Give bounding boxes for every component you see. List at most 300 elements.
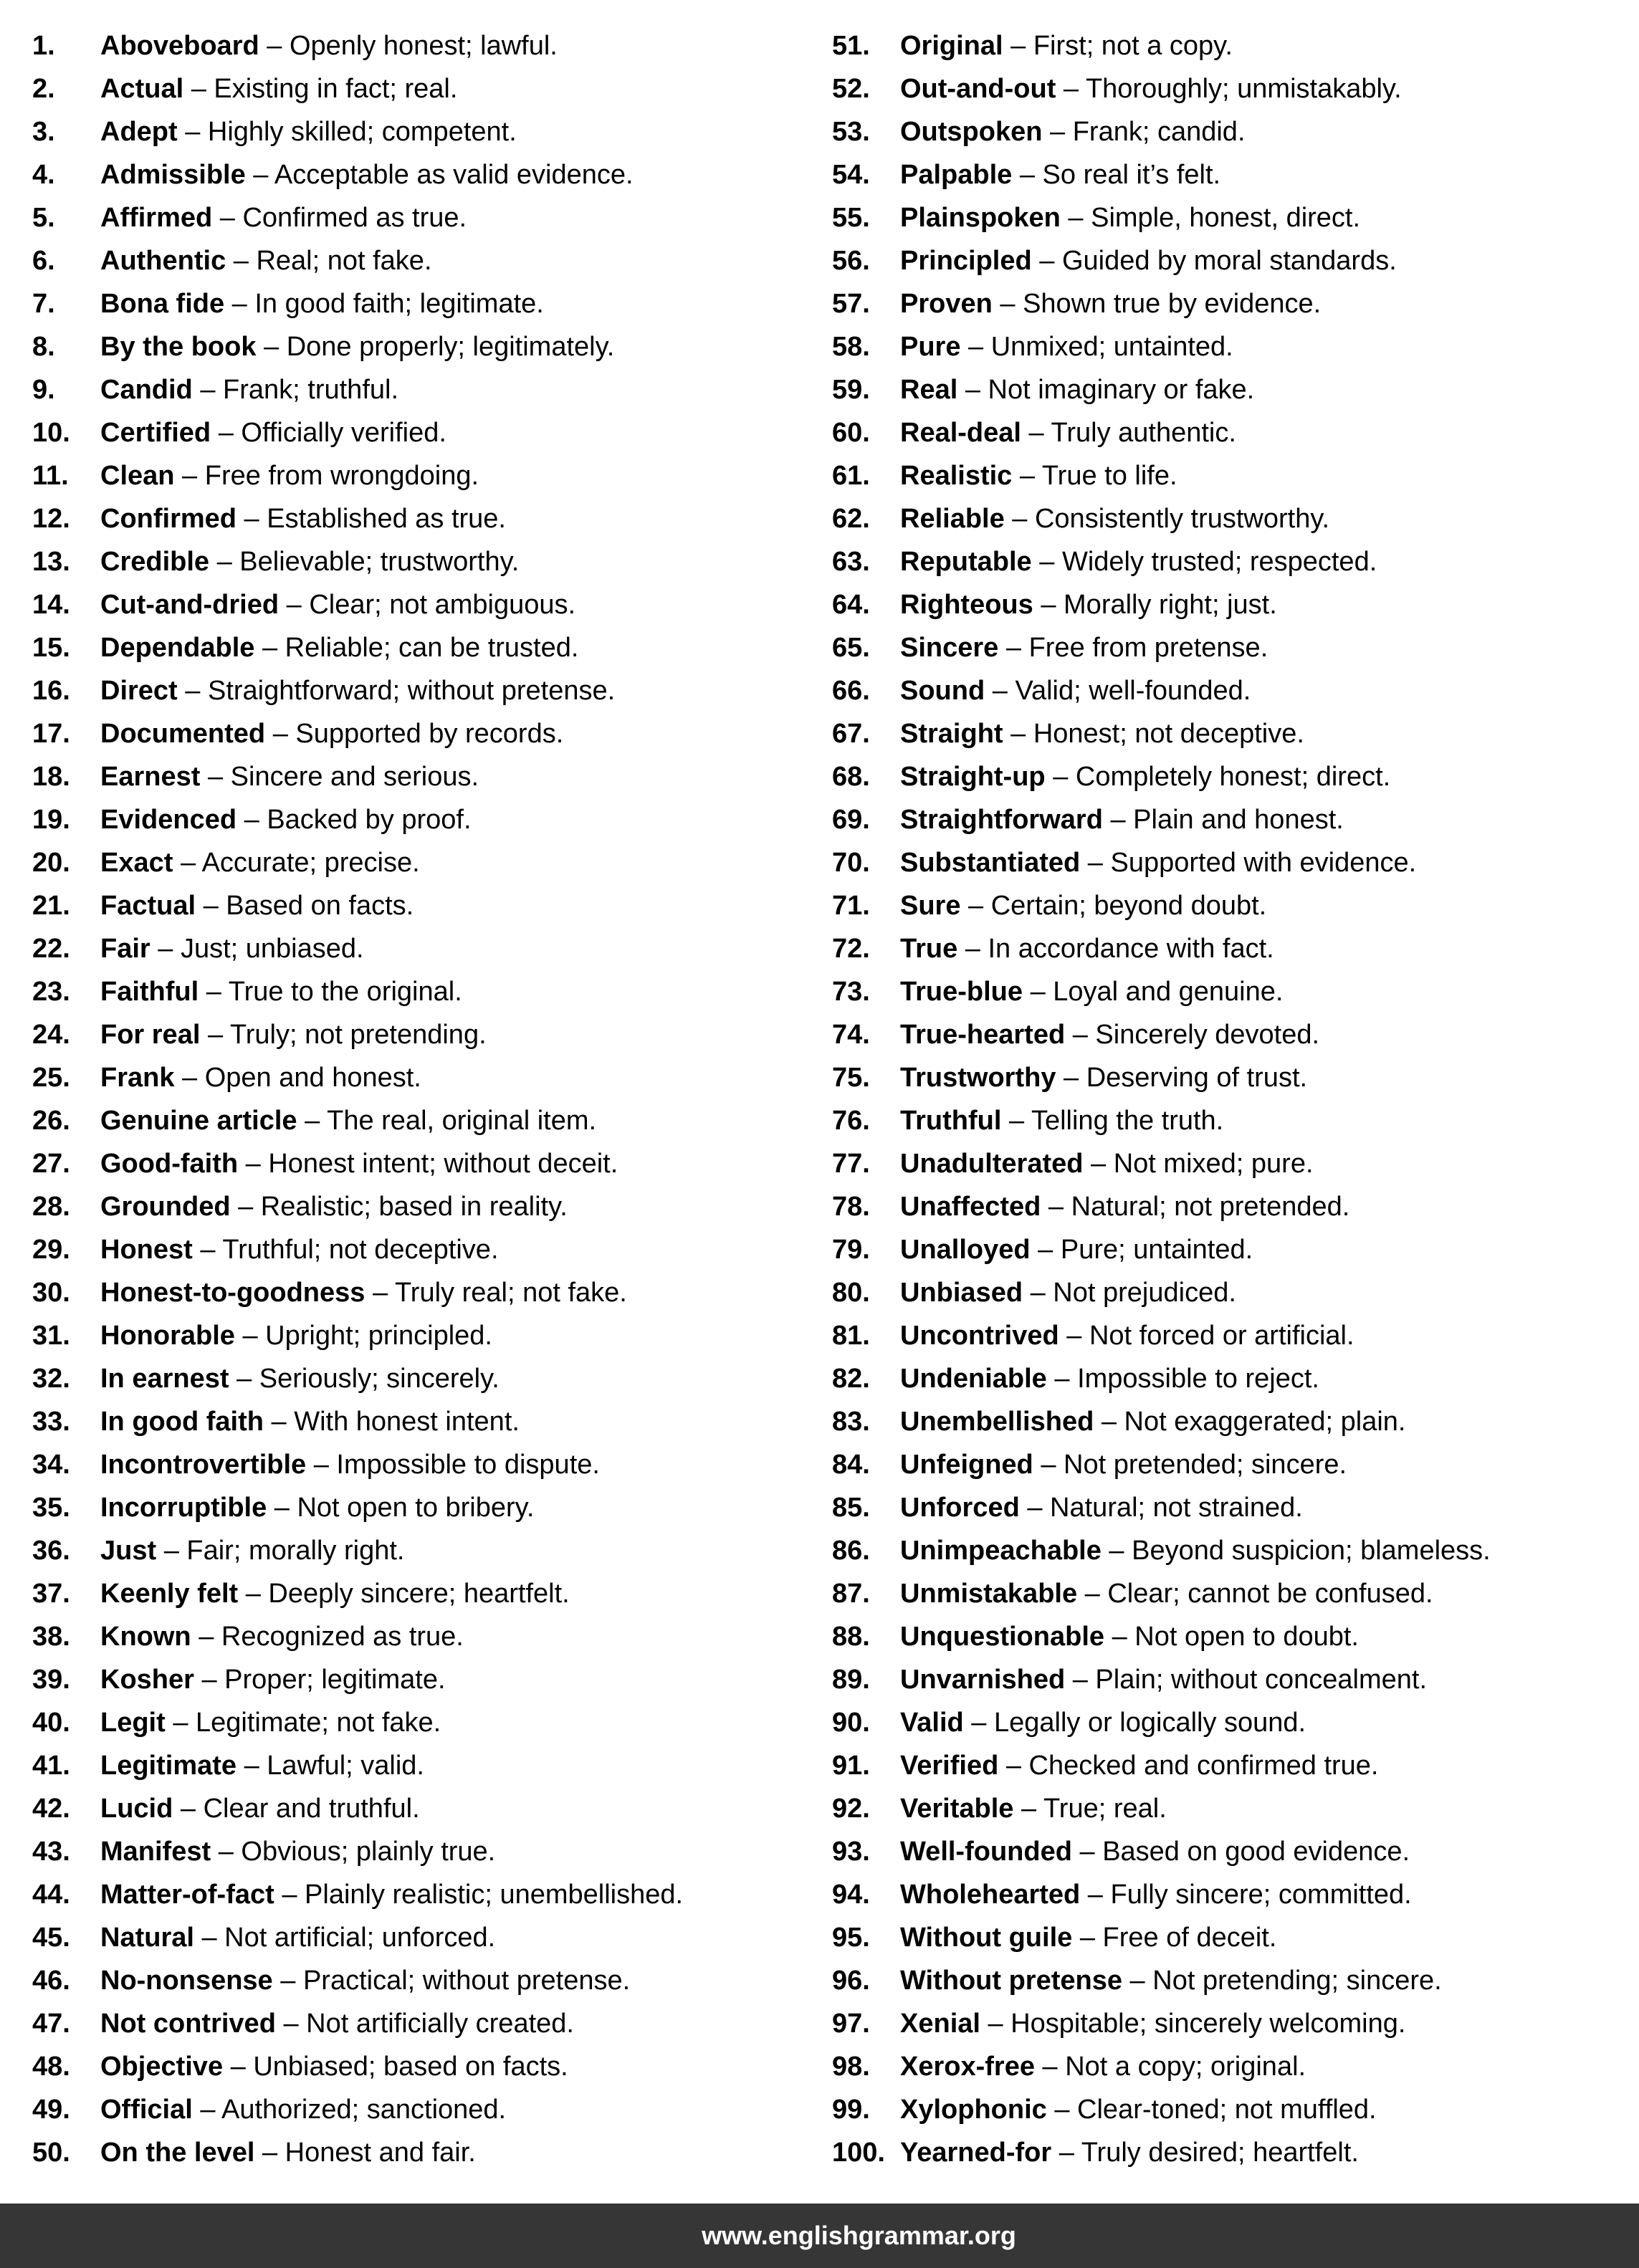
item-separator: – xyxy=(193,1665,225,1695)
item-term: In good faith xyxy=(100,1407,264,1437)
item-entry xyxy=(900,24,1233,67)
item-entry xyxy=(100,1787,420,1830)
item-term: Factual xyxy=(100,891,196,921)
item-definition: Natural; not strained. xyxy=(1050,1493,1303,1523)
item-definition: First; not a copy. xyxy=(1033,31,1233,61)
item-number: 84. xyxy=(832,1450,870,1480)
item-number: 48. xyxy=(32,2052,70,2082)
item-number: 64. xyxy=(832,590,870,620)
item-separator: – xyxy=(1094,1407,1124,1437)
item-number: 35. xyxy=(32,1493,70,1523)
item-separator: – xyxy=(192,1235,223,1265)
item-entry xyxy=(100,282,544,325)
item-entry xyxy=(100,1314,492,1357)
item-term: Xerox-free xyxy=(900,2052,1035,2082)
item-term: Unadulterated xyxy=(900,1149,1084,1179)
item-separator: – xyxy=(1042,117,1073,147)
item-number: 22. xyxy=(32,934,70,964)
item-term: Unfeigned xyxy=(900,1450,1033,1480)
item-number: 29. xyxy=(32,1235,70,1265)
item-term: Straightforward xyxy=(900,805,1103,835)
item-number: 77. xyxy=(832,1149,870,1179)
item-separator: – xyxy=(1065,1665,1096,1695)
item-number: 12. xyxy=(32,504,70,534)
item-definition: Morally right; just. xyxy=(1064,590,1277,620)
item-definition: Honest and fair. xyxy=(285,2138,476,2168)
item-definition: Reliable; can be trusted. xyxy=(285,633,579,663)
item-term: Honest-to-goodness xyxy=(100,1278,365,1308)
item-term: Natural xyxy=(100,1923,194,1953)
item-separator: – xyxy=(192,2095,221,2125)
item-entry xyxy=(900,1529,1491,1572)
item-number: 15. xyxy=(32,633,70,663)
item-number: 73. xyxy=(832,977,870,1007)
item-definition: Based on facts. xyxy=(226,891,414,921)
item-term: Unembellished xyxy=(900,1407,1094,1437)
item-number: 88. xyxy=(832,1622,870,1652)
item-term: Outspoken xyxy=(900,117,1043,147)
item-definition: Officially verified. xyxy=(241,418,446,448)
item-entry xyxy=(900,1787,1167,1830)
item-separator: – xyxy=(192,375,224,405)
item-number: 87. xyxy=(832,1579,870,1609)
item-number: 85. xyxy=(832,1493,870,1523)
item-separator: – xyxy=(960,891,991,921)
item-term: Good-faith xyxy=(100,1149,239,1179)
item-separator: – xyxy=(234,1321,266,1351)
item-separator: – xyxy=(1072,1923,1103,1953)
item-entry xyxy=(900,1099,1223,1142)
item-entry xyxy=(900,1314,1354,1357)
item-entry xyxy=(900,196,1360,239)
item-entry xyxy=(900,153,1220,196)
item-separator: – xyxy=(254,2138,285,2168)
item-term: Earnest xyxy=(100,762,201,792)
item-separator: – xyxy=(1033,1450,1064,1480)
item-number: 45. xyxy=(32,1923,70,1953)
item-separator: – xyxy=(263,1407,295,1437)
item-entry xyxy=(900,841,1416,884)
item-definition: Done properly; legitimately. xyxy=(286,332,615,362)
item-term: Manifest xyxy=(100,1837,211,1867)
item-definition: Proper; legitimate. xyxy=(224,1665,446,1695)
item-definition: Checked and confirmed true. xyxy=(1028,1751,1379,1781)
item-number: 6. xyxy=(32,246,55,276)
item-definition: Not mixed; pure. xyxy=(1113,1149,1314,1179)
item-entry xyxy=(100,1400,520,1443)
item-separator: – xyxy=(1023,977,1053,1007)
item-separator: – xyxy=(275,2009,307,2039)
item-number: 30. xyxy=(32,1278,70,1308)
item-term: Plainspoken xyxy=(900,203,1061,233)
item-definition: Unmixed; untainted. xyxy=(990,332,1233,362)
item-separator: – xyxy=(177,676,208,706)
item-term: Xylophonic xyxy=(900,2095,1047,2125)
item-entry xyxy=(900,1572,1433,1615)
item-term: Genuine article xyxy=(100,1106,297,1136)
item-number: 72. xyxy=(832,934,870,964)
footer-website-link[interactable]: www.englishgrammar.org xyxy=(702,2221,1016,2250)
item-number: 49. xyxy=(32,2095,70,2125)
item-entry xyxy=(900,1185,1349,1228)
item-definition: Unbiased; based on facts. xyxy=(253,2052,568,2082)
item-entry xyxy=(100,2131,476,2174)
item-number: 53. xyxy=(832,117,870,147)
item-term: Keenly felt xyxy=(100,1579,239,1609)
item-entry xyxy=(100,497,506,540)
item-definition: Fair; morally right. xyxy=(186,1536,405,1566)
item-entry xyxy=(100,755,479,798)
item-entry xyxy=(100,196,467,239)
item-entry xyxy=(100,1701,441,1744)
item-entry xyxy=(100,454,479,497)
item-separator: – xyxy=(212,203,243,233)
item-number: 44. xyxy=(32,1880,70,1910)
item-number: 79. xyxy=(832,1235,870,1265)
item-number: 78. xyxy=(832,1192,870,1222)
item-term: Reliable xyxy=(900,504,1005,534)
item-separator: – xyxy=(1041,1192,1071,1222)
item-definition: Not a copy; original. xyxy=(1065,2052,1306,2082)
item-definition: Established as true. xyxy=(267,504,506,534)
item-number: 25. xyxy=(32,1063,70,1093)
item-definition: Free from pretense. xyxy=(1028,633,1268,663)
item-term: Authentic xyxy=(100,246,226,276)
item-entry xyxy=(900,712,1304,755)
item-number: 5. xyxy=(32,203,55,233)
item-term: Principled xyxy=(900,246,1032,276)
item-separator: – xyxy=(1046,2095,1078,2125)
item-number: 31. xyxy=(32,1321,70,1351)
item-number: 11. xyxy=(32,461,69,491)
item-entry xyxy=(900,1658,1427,1701)
item-entry xyxy=(100,24,558,67)
item-entry xyxy=(100,1615,464,1658)
item-definition: Certain; beyond doubt. xyxy=(990,891,1267,921)
footer-bar xyxy=(0,2204,1639,2268)
item-term: Truthful xyxy=(900,1106,1002,1136)
item-definition: Sincerely devoted. xyxy=(1095,1020,1320,1050)
item-term: Confirmed xyxy=(100,504,236,534)
item-term: Well-founded xyxy=(900,1837,1072,1867)
item-definition: Not artificial; unforced. xyxy=(224,1923,496,1953)
item-term: Unvarnished xyxy=(900,1665,1066,1695)
item-term: Original xyxy=(900,31,1003,61)
item-entry xyxy=(900,970,1283,1013)
item-entry xyxy=(900,540,1377,583)
item-definition: Truthful; not deceptive. xyxy=(222,1235,499,1265)
item-number: 9. xyxy=(32,375,55,405)
item-term: Real-deal xyxy=(900,418,1021,448)
item-separator: – xyxy=(200,762,231,792)
item-entry xyxy=(100,1443,600,1486)
item-term: Wholehearted xyxy=(900,1880,1081,1910)
item-term: Unquestionable xyxy=(900,1622,1105,1652)
item-number: 100. xyxy=(832,2138,885,2168)
item-entry xyxy=(900,884,1266,927)
item-number: 59. xyxy=(832,375,870,405)
item-term: Lucid xyxy=(100,1794,173,1824)
item-definition: Not imaginary or fake. xyxy=(988,375,1255,405)
item-definition: Supported by records. xyxy=(295,719,564,749)
item-entry xyxy=(900,1873,1412,1916)
item-term: Yearned-for xyxy=(900,2138,1052,2168)
item-number: 99. xyxy=(832,2095,870,2125)
item-separator: – xyxy=(1046,1364,1078,1394)
item-term: Straight-up xyxy=(900,762,1046,792)
item-definition: Deeply sincere; heartfelt. xyxy=(268,1579,570,1609)
item-definition: Not artificially created. xyxy=(306,2009,574,2039)
item-definition: Highly skilled; competent. xyxy=(207,117,517,147)
item-number: 93. xyxy=(832,1837,870,1867)
item-number: 13. xyxy=(32,547,70,577)
item-separator: – xyxy=(998,1751,1029,1781)
item-separator: – xyxy=(1102,805,1134,835)
item-term: Veritable xyxy=(900,1794,1014,1824)
item-number: 94. xyxy=(832,1880,870,1910)
item-separator: – xyxy=(1059,1321,1089,1351)
item-number: 56. xyxy=(832,246,870,276)
item-term: Exact xyxy=(100,848,173,878)
item-entry xyxy=(100,2002,574,2045)
item-entry xyxy=(900,927,1274,970)
item-separator: – xyxy=(259,31,290,61)
item-number: 3. xyxy=(32,117,55,147)
item-entry xyxy=(900,2045,1306,2088)
item-term: Legit xyxy=(100,1708,166,1738)
item-separator: – xyxy=(267,1493,297,1523)
item-definition: Lawful; valid. xyxy=(267,1751,424,1781)
item-separator: – xyxy=(1065,1020,1096,1050)
item-definition: Truly desired; heartfelt. xyxy=(1081,2138,1359,2168)
item-entry xyxy=(100,1959,630,2002)
item-definition: Truly real; not fake. xyxy=(395,1278,627,1308)
item-separator: – xyxy=(211,418,242,448)
item-entry xyxy=(100,1099,596,1142)
item-separator: – xyxy=(1122,1966,1153,1996)
item-entry xyxy=(900,282,1321,325)
item-term: Verified xyxy=(900,1751,999,1781)
item-entry xyxy=(100,927,364,970)
item-separator: – xyxy=(265,719,296,749)
item-entry xyxy=(100,970,462,1013)
item-term: Legitimate xyxy=(100,1751,237,1781)
item-number: 52. xyxy=(832,74,870,104)
item-definition: Not open to doubt. xyxy=(1134,1622,1359,1652)
item-separator: – xyxy=(173,1794,204,1824)
item-number: 19. xyxy=(32,805,70,835)
item-separator: – xyxy=(236,805,267,835)
item-separator: – xyxy=(957,934,988,964)
item-term: Unalloyed xyxy=(900,1235,1031,1265)
item-definition: Free from wrongdoing. xyxy=(204,461,479,491)
item-definition: Clear; cannot be confused. xyxy=(1107,1579,1433,1609)
item-definition: Believable; trustworthy. xyxy=(239,547,520,577)
item-number: 80. xyxy=(832,1278,870,1308)
item-number: 54. xyxy=(832,160,870,190)
item-entry xyxy=(900,1056,1307,1099)
item-number: 33. xyxy=(32,1407,70,1437)
item-definition: Clear and truthful. xyxy=(203,1794,420,1824)
item-definition: Obvious; plainly true. xyxy=(241,1837,496,1867)
item-number: 47. xyxy=(32,2009,70,2039)
item-entry xyxy=(100,411,446,454)
item-separator: – xyxy=(254,633,285,663)
item-term: Unimpeachable xyxy=(900,1536,1102,1566)
item-separator: – xyxy=(297,1106,328,1136)
item-entry xyxy=(900,497,1329,540)
item-term: Grounded xyxy=(100,1192,231,1222)
item-definition: Not pretended; sincere. xyxy=(1064,1450,1347,1480)
item-term: True-hearted xyxy=(900,1020,1066,1050)
item-definition: Consistently trustworthy. xyxy=(1034,504,1330,534)
item-term: Fair xyxy=(100,934,150,964)
item-entry xyxy=(900,325,1233,368)
item-entry xyxy=(900,2131,1359,2174)
item-term: Known xyxy=(100,1622,191,1652)
item-entry xyxy=(100,1916,495,1959)
item-term: Affirmed xyxy=(100,203,213,233)
item-entry xyxy=(100,1658,446,1701)
item-number: 42. xyxy=(32,1794,70,1824)
item-term: Incorruptible xyxy=(100,1493,267,1523)
item-separator: – xyxy=(238,1579,269,1609)
item-separator: – xyxy=(191,1622,221,1652)
item-separator: – xyxy=(1019,1493,1051,1523)
item-definition: Hospitable; sincerely welcoming. xyxy=(1010,2009,1406,2039)
item-entry xyxy=(100,540,519,583)
item-number: 16. xyxy=(32,676,70,706)
item-definition: Acceptable as valid evidence. xyxy=(274,160,634,190)
item-definition: Beyond suspicion; blameless. xyxy=(1132,1536,1491,1566)
item-entry xyxy=(100,1142,618,1185)
item-definition: Fully sincere; committed. xyxy=(1110,1880,1412,1910)
item-separator: – xyxy=(193,1923,225,1953)
item-definition: In good faith; legitimate. xyxy=(254,289,544,319)
item-definition: Simple, honest, direct. xyxy=(1091,203,1361,233)
item-separator: – xyxy=(230,1192,261,1222)
item-entry xyxy=(900,67,1402,110)
item-definition: Plain; without concealment. xyxy=(1095,1665,1428,1695)
item-term: Xenial xyxy=(900,2009,980,2039)
item-term: Sincere xyxy=(900,633,999,663)
item-number: 36. xyxy=(32,1536,70,1566)
item-term: Unmistakable xyxy=(900,1579,1078,1609)
item-separator: – xyxy=(1051,2138,1081,2168)
item-number: 65. xyxy=(832,633,870,663)
item-definition: With honest intent. xyxy=(294,1407,520,1437)
item-separator: – xyxy=(1001,1106,1031,1136)
item-separator: – xyxy=(1021,418,1051,448)
item-entry xyxy=(900,1400,1405,1443)
item-definition: Telling the truth. xyxy=(1031,1106,1224,1136)
item-separator: – xyxy=(229,1364,259,1394)
item-number: 63. xyxy=(832,547,870,577)
item-definition: Legitimate; not fake. xyxy=(196,1708,441,1738)
item-entry xyxy=(900,411,1236,454)
item-definition: Pure; untainted. xyxy=(1060,1235,1253,1265)
item-number: 97. xyxy=(832,2009,870,2039)
item-entry xyxy=(100,1228,499,1271)
item-number: 83. xyxy=(832,1407,870,1437)
item-number: 60. xyxy=(832,418,870,448)
item-definition: Not pretending; sincere. xyxy=(1152,1966,1442,1996)
item-definition: In accordance with fact. xyxy=(988,934,1274,964)
item-term: By the book xyxy=(100,332,257,362)
item-entry xyxy=(100,1744,424,1787)
item-term: Without pretense xyxy=(900,1966,1122,1996)
item-separator: – xyxy=(209,547,240,577)
item-separator: – xyxy=(365,1278,395,1308)
item-definition: Authorized; sanctioned. xyxy=(221,2095,507,2125)
item-number: 8. xyxy=(32,332,55,362)
item-entry xyxy=(100,239,432,282)
item-term: Incontrovertible xyxy=(100,1450,307,1480)
item-entry xyxy=(100,368,398,411)
item-entry xyxy=(900,798,1344,841)
item-definition: Valid; well-founded. xyxy=(1015,676,1251,706)
item-number: 43. xyxy=(32,1837,70,1867)
item-entry xyxy=(100,1357,500,1400)
item-entry xyxy=(900,669,1251,712)
item-entry xyxy=(900,454,1177,497)
item-term: In earnest xyxy=(100,1364,229,1394)
item-term: Admissible xyxy=(100,160,246,190)
item-separator: – xyxy=(1013,1794,1043,1824)
item-term: Uncontrived xyxy=(900,1321,1059,1351)
item-separator: – xyxy=(274,1880,305,1910)
item-separator: – xyxy=(279,590,310,620)
item-separator: – xyxy=(1012,160,1043,190)
item-separator: – xyxy=(1056,1063,1086,1093)
item-number: 66. xyxy=(832,676,870,706)
item-separator: – xyxy=(1003,31,1033,61)
item-separator: – xyxy=(245,160,274,190)
item-number: 23. xyxy=(32,977,70,1007)
item-term: Without guile xyxy=(900,1923,1073,1953)
item-entry xyxy=(100,626,578,669)
item-entry xyxy=(100,1271,627,1314)
item-entry xyxy=(100,1056,421,1099)
item-number: 46. xyxy=(32,1966,70,1996)
item-definition: True to life. xyxy=(1041,461,1177,491)
item-entry xyxy=(100,67,457,110)
item-separator: – xyxy=(1060,203,1091,233)
item-number: 14. xyxy=(32,590,70,620)
item-term: Actual xyxy=(100,74,184,104)
item-definition: Upright; principled. xyxy=(265,1321,492,1351)
item-definition: Thoroughly; unmistakably. xyxy=(1085,74,1402,104)
item-entry xyxy=(900,1744,1378,1787)
item-term: Dependable xyxy=(100,633,255,663)
item-entry xyxy=(100,325,614,368)
item-number: 98. xyxy=(832,2052,870,2082)
item-term: On the level xyxy=(100,2138,255,2168)
item-term: Substantiated xyxy=(900,848,1081,878)
item-term: Just xyxy=(100,1536,157,1566)
item-separator: – xyxy=(223,2052,254,2082)
item-definition: Confirmed as true. xyxy=(242,203,467,233)
item-term: Frank xyxy=(100,1063,175,1093)
item-number: 2. xyxy=(32,74,55,104)
item-definition: Free of deceit. xyxy=(1102,1923,1277,1953)
item-separator: – xyxy=(992,289,1023,319)
item-separator: – xyxy=(238,1149,269,1179)
item-separator: – xyxy=(1004,504,1035,534)
item-number: 70. xyxy=(832,848,870,878)
item-separator: – xyxy=(1012,461,1042,491)
item-number: 28. xyxy=(32,1192,70,1222)
